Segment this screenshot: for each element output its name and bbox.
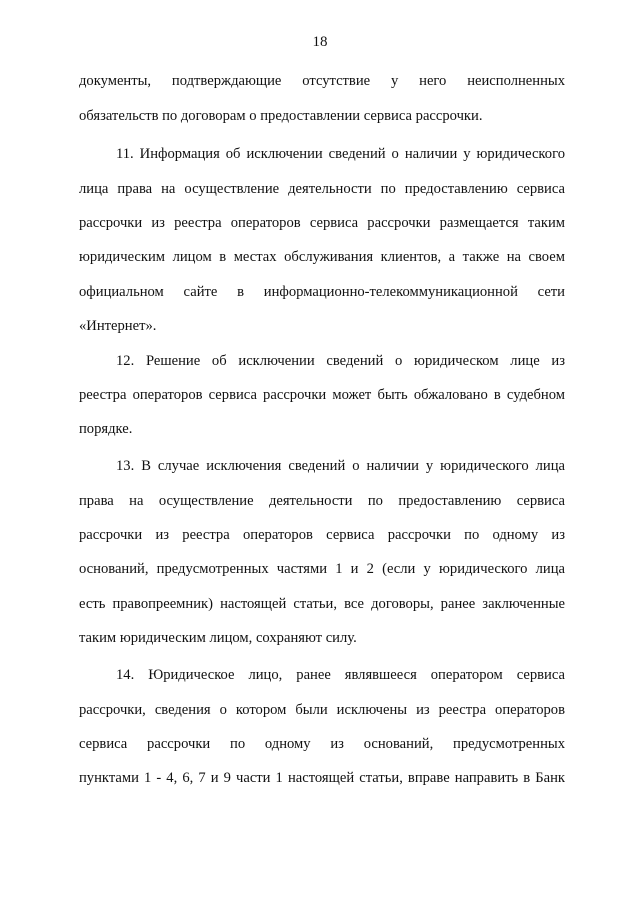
text-line: обязательств по договорам о предоставлении сервиса рассрочки. (79, 108, 483, 124)
text-line: рассрочки из реестра операторов сервиса рассрочки размещается таким (79, 215, 565, 231)
text-line: права на осуществление деятельности по предоставлению сервиса (79, 493, 565, 509)
text-line: таким юридическим лицом, сохраняют силу. (79, 630, 357, 646)
text-line: реестра операторов сервиса рассрочки может быть обжаловано в судебном (79, 387, 565, 403)
text-line: официальном сайте в информационно-телекоммуникационной сети (79, 284, 565, 300)
text-line: порядке. (79, 421, 133, 437)
text-line: рассрочки, сведения о котором были исключены из реестра операторов (79, 702, 565, 718)
text-line: 13. В случае исключения сведений о наличии у юридического лица (116, 458, 565, 474)
text-line: 14. Юридическое лицо, ранее являвшееся оператором сервиса (116, 667, 565, 683)
text-line: оснований, предусмотренных частями 1 и 2 (если у юридического лица (79, 561, 565, 577)
text-line: есть правопреемник) настоящей статьи, все договоры, ранее заключенные (79, 596, 565, 612)
page-number: 18 (312, 34, 328, 50)
text-line: «Интернет». (79, 318, 157, 334)
text-line: 12. Решение об исключении сведений о юридическом лице из (116, 353, 565, 369)
text-line: документы, подтверждающие отсутствие у него неисполненных (79, 73, 565, 89)
text-line: юридическим лицом в местах обслуживания клиентов, а также на своем (79, 249, 565, 265)
text-line: сервиса рассрочки по одному из оснований, предусмотренных (79, 736, 565, 752)
text-line: пунктами 1 - 4, 6, 7 и 9 части 1 настоящей статьи, вправе направить в Банк (79, 770, 565, 786)
text-line: рассрочки из реестра операторов сервиса рассрочки по одному из (79, 527, 565, 543)
text-line: 11. Информация об исключении сведений о наличии у юридического (116, 146, 565, 162)
text-line: лица права на осуществление деятельности по предоставлению сервиса (79, 181, 565, 197)
